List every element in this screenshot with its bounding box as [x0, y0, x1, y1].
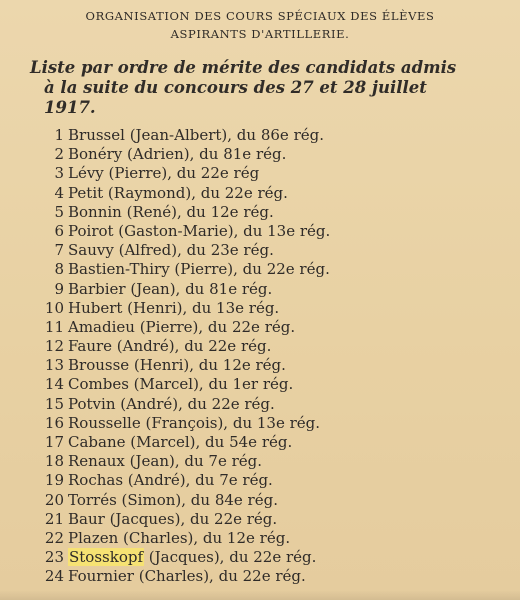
candidate-row	[0, 529, 520, 548]
candidate-row	[0, 299, 520, 318]
candidate-rank: 19	[44, 471, 64, 490]
candidate-row	[0, 280, 520, 299]
candidate-row	[0, 375, 520, 394]
candidate-row	[0, 491, 520, 510]
candidate-row	[0, 184, 520, 203]
candidate-rank: 3	[54, 164, 64, 183]
candidate-row	[0, 337, 520, 356]
paper-edge-shadow	[0, 590, 520, 600]
candidate-entry: Torrés (Simon), du 84e rég.	[68, 490, 278, 509]
candidate-row	[0, 203, 520, 222]
candidate-rank: 20	[44, 490, 64, 509]
candidate-entry: Bonnin (René), du 12e rég.	[68, 202, 274, 221]
candidate-entry: Barbier (Jean), du 81e rég.	[68, 279, 273, 298]
candidate-entry: Plazen (Charles), du 12e rég.	[68, 528, 291, 547]
candidate-rank: 18	[44, 452, 64, 471]
candidate-row	[0, 414, 520, 433]
candidate-entry: Petit (Raymond), du 22e rég.	[68, 183, 288, 202]
candidate-rank: 6	[54, 221, 64, 240]
candidate-entry: Amadieu (Pierre), du 22e rég.	[68, 317, 296, 336]
candidate-entry: Renaux (Jean), du 7e rég.	[68, 452, 263, 471]
candidate-rank: 9	[54, 279, 64, 298]
intro-line-3: 1917.	[44, 98, 96, 117]
candidate-rank: 13	[44, 356, 64, 375]
candidate-rank: 21	[44, 509, 64, 528]
candidate-entry: Hubert (Henri), du 13e rég.	[68, 298, 280, 317]
candidate-rank: 10	[44, 298, 64, 317]
candidate-row	[0, 567, 520, 586]
header-line-1: ORGANISATION DES COURS SPÉCIAUX DES ÉLÈVES	[85, 9, 435, 23]
candidate-rank: 8	[54, 260, 64, 279]
candidate-row	[0, 318, 520, 337]
candidate-row	[0, 433, 520, 452]
candidate-entry: Rochas (André), du 7e rég.	[68, 471, 273, 490]
candidate-rank: 14	[44, 375, 64, 394]
candidate-rank: 2	[54, 145, 64, 164]
candidate-list	[0, 126, 520, 587]
candidate-entry: Potvin (André), du 22e rég.	[68, 394, 275, 413]
candidate-rank: 23	[44, 548, 64, 567]
candidate-rank: 24	[44, 567, 64, 586]
candidate-rank: 1	[54, 126, 64, 144]
header-line-2: ASPIRANTS D'ARTILLERIE.	[170, 27, 350, 41]
candidate-entry: Combes (Marcel), du 1er rég.	[68, 375, 294, 394]
candidate-rank: 12	[44, 337, 64, 356]
candidate-rank: 16	[44, 413, 64, 432]
candidate-entry: Cabane (Marcel), du 54e rég.	[68, 433, 293, 451]
candidate-row	[0, 222, 520, 241]
candidate-entry: Bonéry (Adrien), du 81e rég.	[68, 145, 287, 164]
candidate-entry: Brussel (Jean-Albert), du 86e rég.	[68, 126, 324, 144]
candidate-row	[0, 471, 520, 490]
intro-line-1: Liste par ordre de mérite des candidats admis	[30, 58, 457, 77]
candidate-entry: Lévy (Pierre), du 22e rég	[68, 164, 260, 183]
candidate-row	[0, 145, 520, 164]
candidate-entry: Bastien-Thiry (Pierre), du 22e rég.	[68, 260, 330, 279]
candidate-entry: Fournier (Charles), du 22e rég.	[68, 567, 306, 586]
candidate-rank: 5	[54, 202, 64, 221]
candidate-rank: 11	[44, 317, 64, 336]
highlighted-name: Stosskopf	[69, 548, 144, 567]
candidate-entry: Faure (André), du 22e rég.	[68, 337, 272, 356]
candidate-row	[0, 510, 520, 529]
candidate-rank: 22	[44, 528, 64, 547]
candidate-rank: 17	[44, 433, 64, 451]
candidate-entry: Sauvy (Alfred), du 23e rég.	[68, 241, 274, 260]
candidate-entry-rest: (Jacques), du 22e rég.	[144, 548, 317, 567]
candidate-row-highlighted	[0, 548, 520, 567]
candidate-entry: Poirot (Gaston-Marie), du 13e rég.	[68, 221, 331, 240]
intro-line-2: à la suite du concours des 27 et 28 juillet	[44, 78, 427, 97]
candidate-entry: Rousselle (François), du 13e rég.	[68, 413, 321, 432]
candidate-row	[0, 126, 520, 145]
candidate-rank: 7	[54, 241, 64, 260]
candidate-row	[0, 241, 520, 260]
candidate-row	[0, 395, 520, 414]
candidate-rank: 4	[54, 183, 64, 202]
candidate-entry	[68, 548, 316, 567]
candidate-rank: 15	[44, 394, 64, 413]
candidate-row	[0, 260, 520, 279]
candidate-entry: Baur (Jacques), du 22e rég.	[68, 509, 278, 528]
candidate-entry: Brousse (Henri), du 12e rég.	[68, 356, 286, 375]
candidate-row	[0, 164, 520, 183]
candidate-row	[0, 356, 520, 375]
candidate-row	[0, 452, 520, 471]
